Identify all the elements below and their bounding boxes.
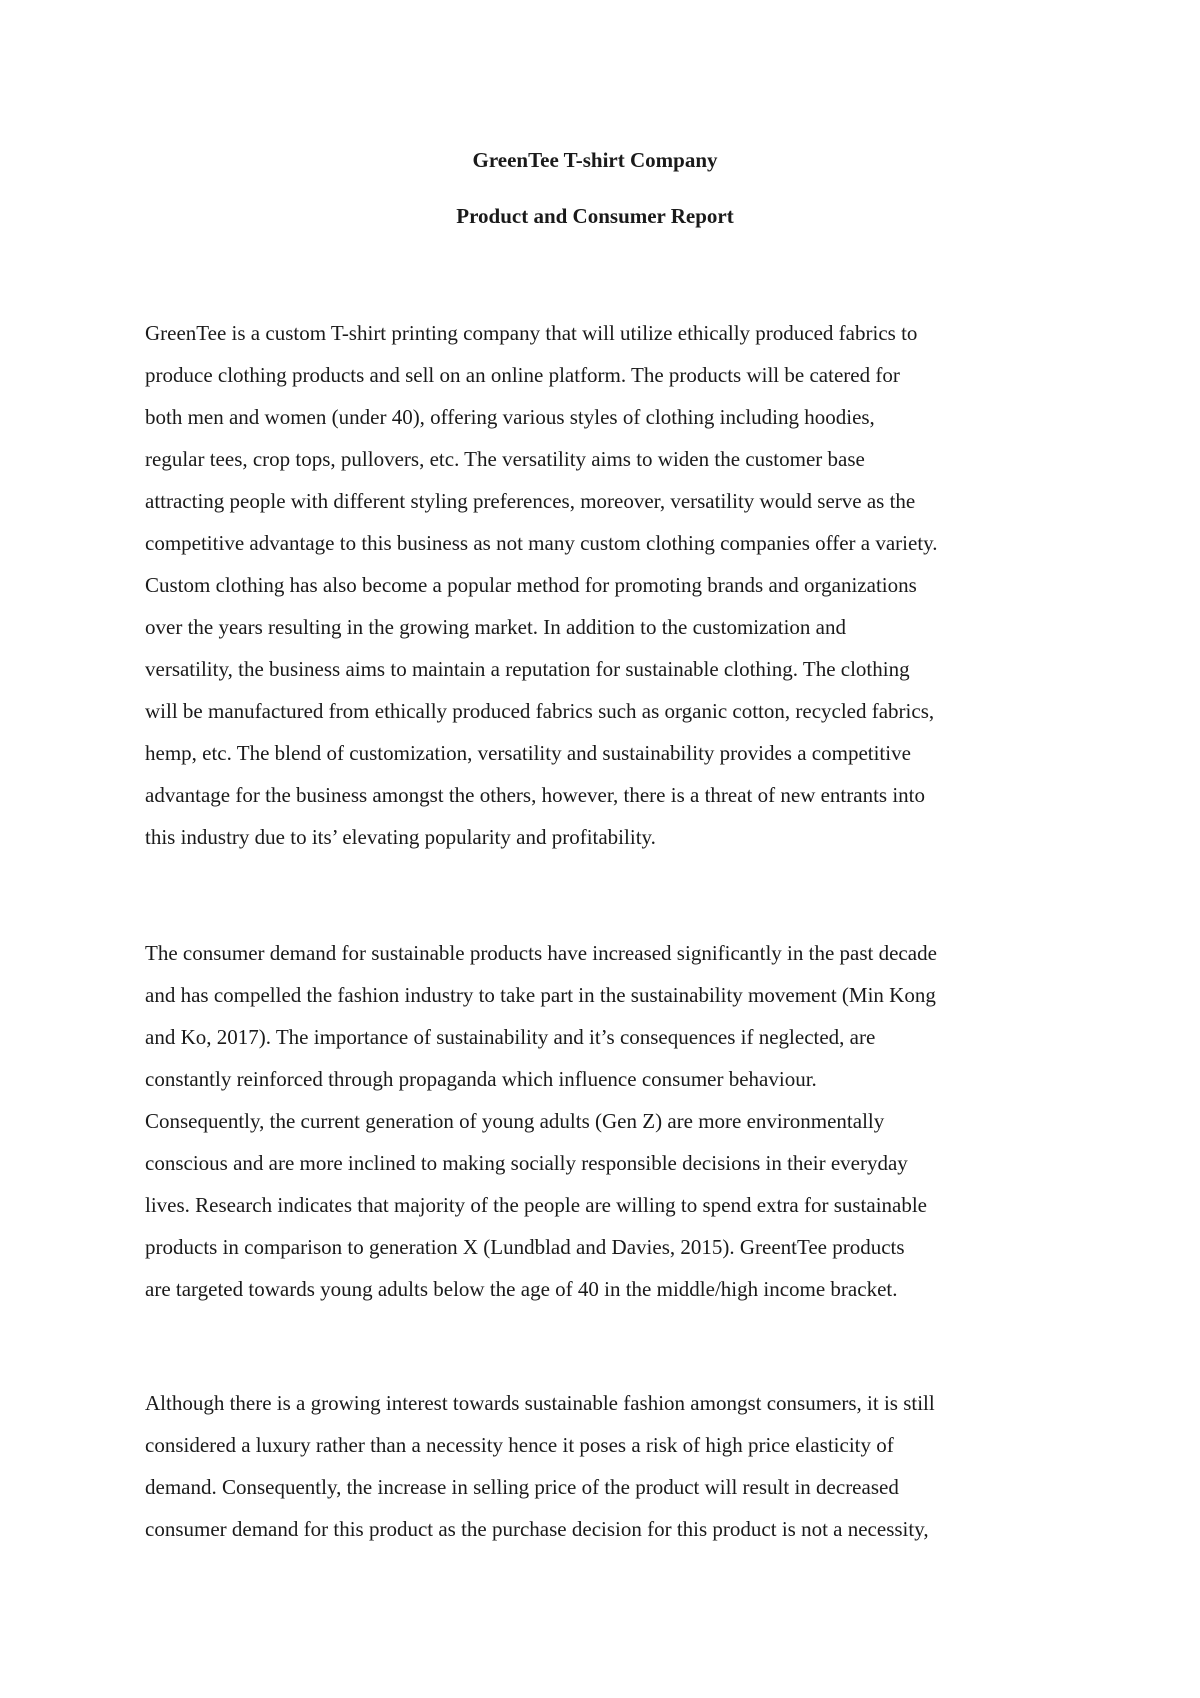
paragraph-line: will be manufactured from ethically produced fabrics such as organic cotton, recycled fabrics, xyxy=(145,699,935,723)
paragraph-line: both men and women (under 40), offering various styles of clothing including hoodies, xyxy=(145,405,875,429)
paragraph-1 xyxy=(145,312,1070,858)
paragraph-line: conscious and are more inclined to making socially responsible decisions in their everyday xyxy=(145,1151,908,1175)
paragraph-line: regular tees, crop tops, pullovers, etc. The versatility aims to widen the customer base xyxy=(145,447,865,471)
paragraph-line: GreenTee is a custom T-shirt printing company that will utilize ethically produced fabrics to xyxy=(145,321,918,345)
paragraph-line: Custom clothing has also become a popular method for promoting brands and organizations xyxy=(145,573,917,597)
paragraph-line: products in comparison to generation X (Lundblad and Davies, 2015). GreentTee products xyxy=(145,1235,905,1259)
paragraph-line: Consequently, the current generation of young adults (Gen Z) are more environmentally xyxy=(145,1109,885,1133)
paragraph-line: produce clothing products and sell on an online platform. The products will be catered for xyxy=(145,363,900,387)
paragraph-line: demand. Consequently, the increase in selling price of the product will result in decreased xyxy=(145,1475,899,1499)
paragraph-line: are targeted towards young adults below the age of 40 in the middle/high income bracket. xyxy=(145,1277,898,1301)
paragraph-line: considered a luxury rather than a necessity hence it poses a risk of high price elasticity of xyxy=(145,1433,894,1457)
document-title: GreenTee T-shirt Company xyxy=(472,148,718,172)
paragraph-line: consumer demand for this product as the purchase decision for this product is not a necessity, xyxy=(145,1517,929,1541)
paragraph-line: constantly reinforced through propaganda which influence consumer behaviour. xyxy=(145,1067,817,1091)
paragraph-line: over the years resulting in the growing market. In addition to the customization and xyxy=(145,615,846,639)
paragraph-line: Although there is a growing interest towards sustainable fashion amongst consumers, it is still xyxy=(145,1391,935,1415)
paragraph-line: and Ko, 2017). The importance of sustainability and it’s consequences if neglected, are xyxy=(145,1025,876,1049)
paragraph-line: this industry due to its’ elevating popularity and profitability. xyxy=(145,825,656,849)
paragraph-line: The consumer demand for sustainable products have increased significantly in the past decade xyxy=(145,941,937,965)
paragraph-line: and has compelled the fashion industry to take part in the sustainability movement (Min Kong xyxy=(145,983,936,1007)
paragraph-line: attracting people with different styling preferences, moreover, versatility would serve as the xyxy=(145,489,916,513)
paragraph-line: advantage for the business amongst the others, however, there is a threat of new entrants into xyxy=(145,783,926,807)
paragraph-line: hemp, etc. The blend of customization, versatility and sustainability provides a competitive xyxy=(145,741,911,765)
paragraph-line: competitive advantage to this business as not many custom clothing companies offer a variety. xyxy=(145,531,938,555)
paragraph-2 xyxy=(145,932,1070,1310)
paragraph-3 xyxy=(145,1382,1070,1550)
document-subtitle: Product and Consumer Report xyxy=(456,204,734,228)
paragraph-line: lives. Research indicates that majority of the people are willing to spend extra for sustainable xyxy=(145,1193,928,1217)
paragraph-line: versatility, the business aims to maintain a reputation for sustainable clothing. The clothing xyxy=(145,657,910,681)
